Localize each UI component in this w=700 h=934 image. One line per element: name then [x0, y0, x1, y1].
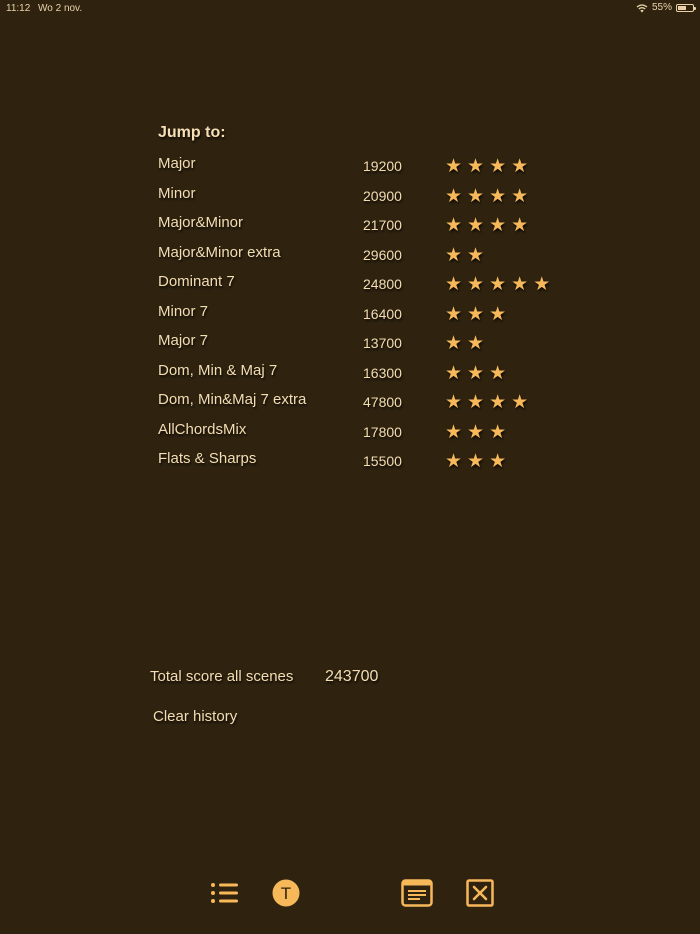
scene-name: AllChordsMix [158, 420, 247, 438]
status-time: 11:12 [6, 3, 31, 14]
star-icon: ★ [445, 244, 464, 266]
battery-fill [678, 6, 686, 10]
text-icon[interactable] [272, 879, 300, 907]
scene-score: 15500 [363, 453, 402, 469]
scene-row[interactable] [157, 419, 577, 449]
scene-name: Major [158, 155, 196, 172]
scene-name: Dominant 7 [158, 273, 235, 290]
scene-score: 17800 [363, 423, 402, 440]
star-icon: ★ [489, 215, 508, 236]
list-icon[interactable] [210, 880, 240, 906]
scene-score: 20900 [363, 187, 402, 204]
star-icon: ★ [445, 274, 464, 295]
star-icon: ★ [445, 451, 464, 472]
star-icon: ★ [445, 215, 464, 236]
text-icon-letter: T [280, 884, 292, 903]
star-icon: ★ [445, 333, 464, 354]
star-icon: ★ [489, 451, 508, 472]
star-rating [445, 332, 485, 355]
status-date: Wo 2 nov. [38, 3, 83, 14]
star-icon: ★ [489, 421, 508, 443]
scene-name: Dom, Min & Maj 7 [158, 361, 278, 379]
star-icon: ★ [489, 274, 508, 295]
total-score-label: Total score all scenes [150, 668, 294, 685]
star-rating [445, 303, 507, 326]
scene-row[interactable] [157, 389, 577, 419]
star-icon: ★ [467, 392, 486, 413]
scene-row[interactable] [157, 330, 577, 360]
star-rating [445, 421, 507, 444]
star-icon: ★ [467, 333, 486, 354]
star-rating [445, 155, 529, 178]
star-icon: ★ [489, 156, 508, 177]
star-icon: ★ [489, 362, 508, 384]
star-icon: ★ [489, 185, 508, 207]
jump-to-title: Jump to: [158, 124, 226, 141]
total-score-value: 243700 [325, 668, 379, 685]
star-icon: ★ [511, 392, 530, 413]
star-icon: ★ [511, 274, 530, 295]
scene-score: 47800 [363, 394, 402, 410]
star-rating [445, 450, 507, 473]
star-icon: ★ [467, 421, 486, 443]
star-icon: ★ [467, 185, 486, 207]
scene-score: 13700 [363, 335, 402, 351]
scene-row[interactable] [157, 360, 577, 390]
star-rating [445, 244, 485, 267]
star-icon: ★ [467, 215, 486, 236]
star-icon: ★ [467, 244, 486, 266]
star-rating [445, 185, 529, 208]
star-icon: ★ [445, 156, 464, 177]
scene-name: Major&Minor extra [158, 243, 281, 261]
star-icon: ★ [533, 274, 552, 295]
scene-name: Major 7 [158, 332, 209, 349]
star-icon: ★ [445, 421, 464, 443]
scene-row[interactable] [157, 271, 577, 301]
status-bar [0, 0, 700, 18]
star-icon: ★ [511, 215, 530, 236]
scene-score: 16300 [363, 364, 402, 381]
scene-row[interactable] [157, 448, 577, 478]
star-icon: ★ [467, 156, 486, 177]
message-icon[interactable] [401, 879, 433, 907]
star-icon: ★ [467, 303, 486, 325]
star-icon: ★ [489, 392, 508, 413]
star-icon: ★ [445, 392, 464, 413]
scene-score: 16400 [363, 305, 402, 322]
star-rating [445, 273, 551, 296]
star-icon: ★ [467, 451, 486, 472]
scene-score: 21700 [363, 217, 402, 233]
scene-name: Flats & Sharps [158, 450, 257, 467]
star-icon: ★ [467, 274, 486, 295]
star-icon: ★ [489, 303, 508, 325]
scene-score: 29600 [363, 246, 402, 263]
star-rating [445, 214, 529, 237]
star-icon: ★ [445, 362, 464, 384]
clear-history-button[interactable]: Clear history [153, 708, 238, 725]
star-icon: ★ [511, 185, 530, 207]
scene-row[interactable] [157, 301, 577, 331]
scene-name: Major&Minor [158, 214, 244, 231]
wifi-icon [636, 3, 648, 13]
scene-row[interactable] [157, 183, 577, 213]
scene-row[interactable] [157, 242, 577, 272]
scene-score: 19200 [363, 158, 402, 174]
star-icon: ★ [511, 156, 530, 177]
star-rating [445, 391, 529, 414]
battery-icon [676, 4, 694, 12]
star-icon: ★ [445, 185, 464, 207]
close-icon[interactable] [466, 879, 494, 907]
scene-name: Minor [158, 184, 196, 202]
scene-name: Dom, Min&Maj 7 extra [158, 391, 307, 408]
scene-list [157, 153, 577, 478]
star-rating [445, 362, 507, 385]
scene-row[interactable] [157, 212, 577, 242]
star-icon: ★ [445, 303, 464, 325]
star-icon: ★ [467, 362, 486, 384]
scene-score: 24800 [363, 276, 402, 292]
battery-percent: 55% [651, 2, 672, 13]
status-right [636, 2, 694, 13]
scene-row[interactable] [157, 153, 577, 183]
scene-name: Minor 7 [158, 302, 209, 320]
